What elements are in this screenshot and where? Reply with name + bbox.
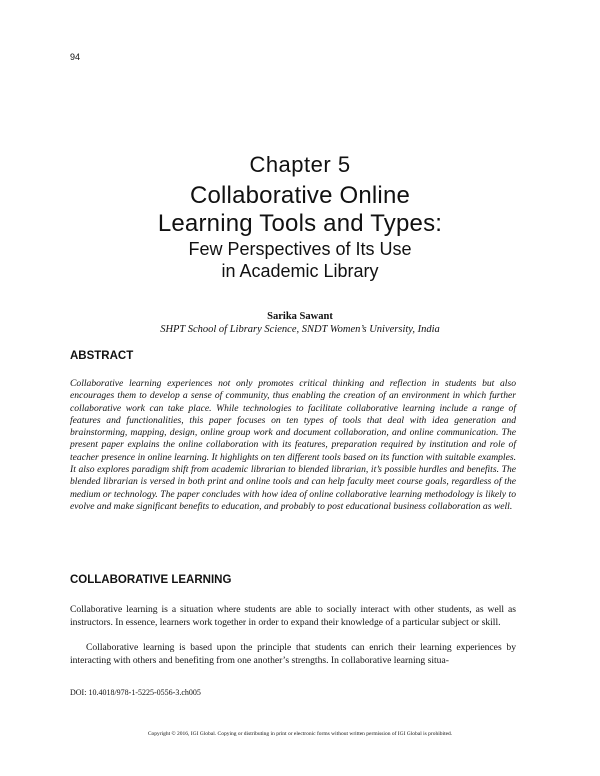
author-affiliation: SHPT School of Library Science, SNDT Women’s University, India [160,324,440,335]
body-paragraph: Collaborative learning is a situation where students are able to socially interact with other students, as well as instructors. In essence, learners work together in order to expand their knowledge of a particular subject or skill. [70,604,516,628]
subtitle-line: in Academic Library [221,261,379,281]
abstract-text: Collaborative learning experiences not only promotes critical thinking and reflection in students but also encourages them to develop a sense of community, thus enabling the creation of an environment in which further collaborative work can take place. While technologies to facilitate collaborative learning include a range of features and functionalities, this paper focuses on ten types of tools that deal with idea generation and brainstorming, mapping, design, online group work and document collaboration, and online communication. The present paper explains the online collaboration with its features, preparation required by institution and role of teacher presence in online learning. It highlights on ten different tools based on its function with suitable examples. It also explores paradigm shift from academic librarian to blended librarian, it’s possible hurdles and benefits. The blended librarian is versed in both print and online tools and can help faculty meet course goals, regardless of the medium or technology. The paper concludes with how idea of online collaborative learning methodology is likely to evolve and make significant benefits to education, and probably to post educational business collaboration as well. [70,378,516,512]
title-line: Learning Tools and Types: [157,210,443,237]
section-heading: COLLABORATIVE LEARNING [70,574,232,586]
chapter-label: Chapter 5 [249,152,351,177]
page-number: 94 [70,52,81,62]
subtitle-line: Few Perspectives of Its Use [188,239,412,259]
body-paragraph: Collaborative learning is based upon the principle that students can enrich their learning experiences by interacting with others and benefiting from one another’s strengths. In collaborative learning situa- [70,642,516,666]
chapter-subtitle [60,238,540,282]
title-line: Collaborative Online [189,182,411,209]
abstract-heading: ABSTRACT [70,350,134,362]
copyright-notice: Copyright © 2016, IGI Global. Copying or distributing in print or electronic forms without written permission of IGI Global is prohibited. [147,731,453,737]
doi-line: DOI: 10.4018/978-1-5225-0556-3.ch005 [70,688,201,697]
author-name: Sarika Sawant [267,311,333,322]
chapter-title [60,182,540,238]
